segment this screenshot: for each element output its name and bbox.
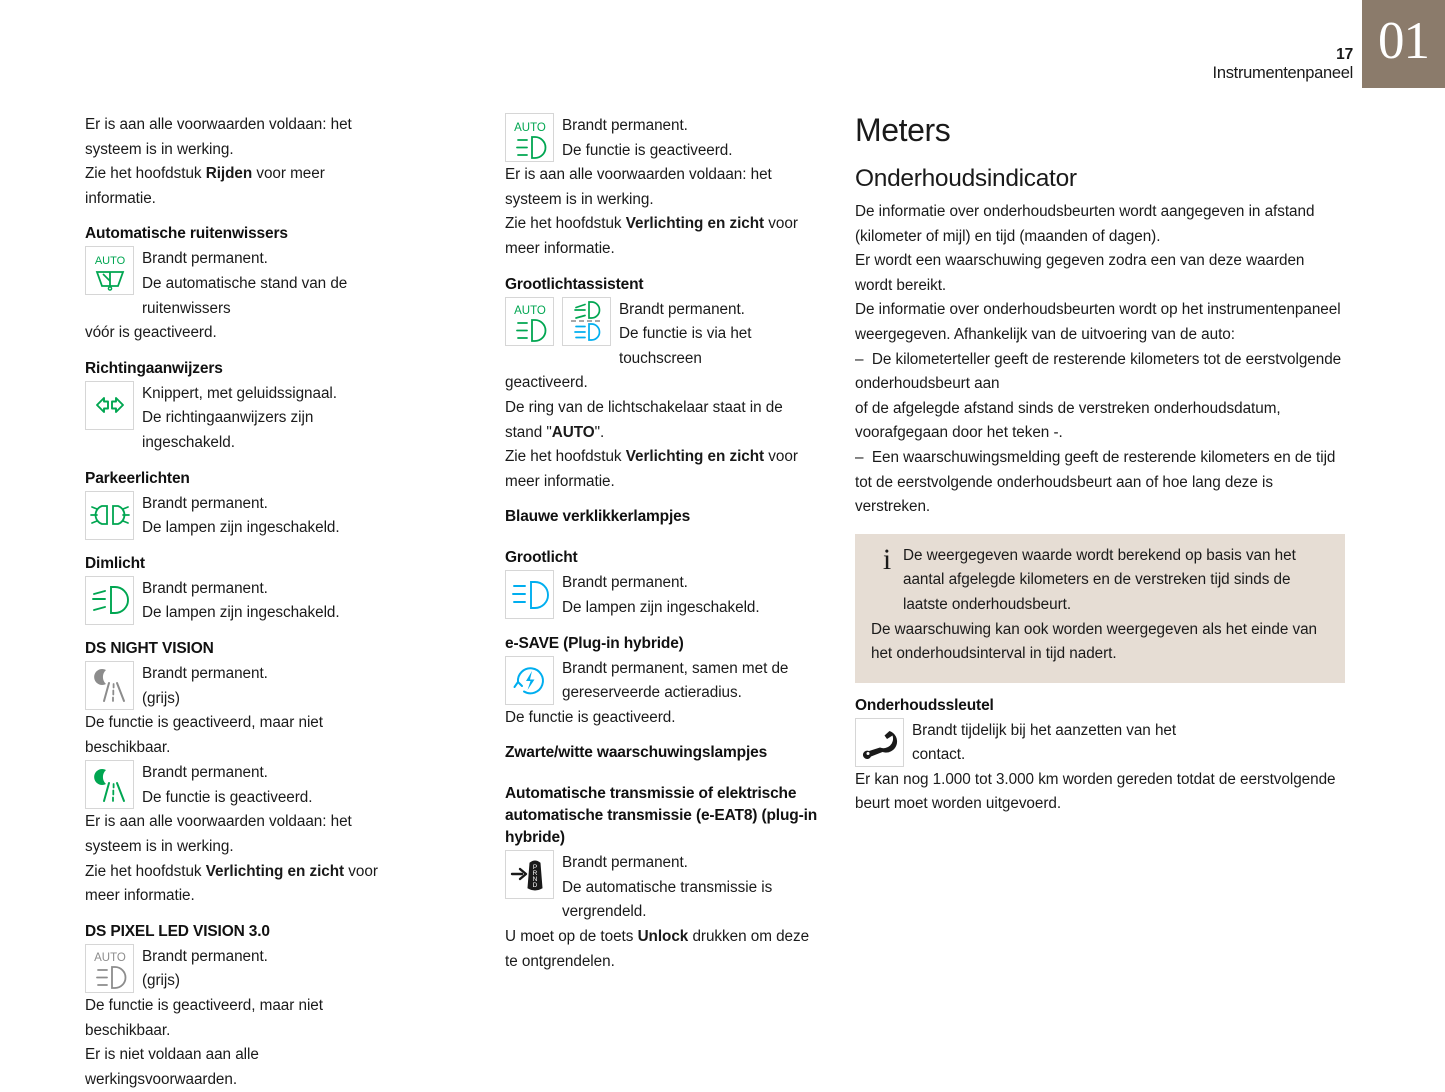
svg-text:D: D	[532, 881, 537, 889]
entry-parking-lights-text	[142, 491, 340, 541]
entry-auto-high-beam-green-text	[562, 113, 732, 163]
entry-night-vision-gray-text	[142, 661, 268, 711]
entry-e-save	[505, 656, 818, 706]
entry-grootlichtassistent-after2	[505, 396, 818, 445]
right-paragraph-3: De informatie over onderhoudsbeurten wordt op het instrumentenpaneel weergegeven. Afhankelijk van de uitvoering van de auto:	[855, 301, 1341, 343]
page-header	[1213, 0, 1445, 88]
right-column	[840, 113, 1445, 1092]
ref-prefix: Zie het hoofdstuk	[505, 448, 626, 466]
gear-selector-locked-icon	[505, 850, 554, 899]
entry-auto-high-beam-green	[505, 113, 818, 163]
entry-gear-selector	[505, 850, 818, 925]
entry-night-vision-ref	[85, 860, 398, 909]
entry-line-4: De functie is geactiveerd.	[142, 788, 313, 806]
ref-chapter: Verlichting en zicht	[625, 448, 765, 466]
entry-night-vision-gray	[85, 661, 398, 711]
entry-grootlichtassistent-text	[619, 297, 818, 372]
mid-top-ref	[505, 212, 818, 261]
chapter-number: 01	[1378, 11, 1429, 70]
chapter-tab	[1362, 0, 1445, 88]
svg-text:AUTO: AUTO	[93, 952, 126, 965]
night-vision-green-icon	[85, 760, 134, 809]
heading-zwarte-witte-waarschuwingslampjes: Zwarte/witte waarschuwingslampjes	[505, 744, 768, 762]
info-box-text-1: De weergegeven waarde wordt berekend op basis van het aantal afgelegde kilometers en de verstreken tijd sinds de laatste onderhoudsbeurt.	[903, 546, 1296, 613]
entry-line-1: Brandt permanent.	[142, 664, 268, 682]
heading-ds-night-vision: DS NIGHT VISION	[85, 639, 214, 657]
entry-auto-wiper	[85, 246, 398, 321]
ref-chapter: Verlichting en zicht	[625, 215, 765, 233]
entry-parking-lights	[85, 491, 398, 541]
right-paragraph-1: De informatie over onderhoudsbeurten wordt aangegeven in afstand (kilometer of mijl) en tijd (maanden of dagen).	[855, 203, 1315, 245]
ref-chapter: Rijden	[205, 165, 253, 183]
entry-night-vision-green-text	[142, 760, 312, 810]
heading-grootlichtassistent: Grootlichtassistent	[505, 275, 644, 293]
entry-line-1: Brandt permanent.	[619, 300, 745, 318]
heading-parkeerlichten: Parkeerlichten	[85, 469, 190, 487]
ref-suffix: voor meer informatie.	[505, 448, 798, 490]
bullet-text: Een waarschuwingsmelding geeft de resterende kilometers en de tijd tot de eerstvolgende onderhoudsbeurt aan of hoe lang deze is verstreken.	[855, 448, 1336, 516]
info-box	[855, 534, 1345, 683]
auto-high-beam-green-icon	[505, 113, 554, 162]
entry-turn-signal	[85, 381, 398, 456]
info-icon: i	[882, 542, 892, 576]
heading-ds-pixel-led-vision: DS PIXEL LED VISION 3.0	[85, 922, 270, 940]
entry-line-1: Brandt permanent.	[562, 117, 688, 134]
left-intro-ref	[85, 162, 398, 211]
right-bullet-1: – De kilometerteller geeft de resterende kilometers tot de eerstvolgende onderhoudsbeurt aan	[855, 350, 1342, 393]
auto-wiper-icon	[85, 246, 134, 295]
page-title: Meters	[855, 112, 951, 148]
high-beam-blue-icon	[505, 570, 554, 619]
entry-line-1: Knippert, met geluidssignaal.	[142, 384, 337, 402]
right-paragraph-2: Er wordt een waarschuwing gegeven zodra een van deze waarden wordt bereikt.	[855, 252, 1305, 294]
entry-line-2: De functie is via het touchscreen	[619, 325, 752, 367]
page-columns	[0, 113, 1445, 1092]
auto-high-beam-gray-icon	[85, 944, 134, 993]
entry-line-2: gereserveerde actieradius.	[562, 684, 742, 702]
section-heading-onderhoudsindicator: Onderhoudsindicator	[855, 165, 1077, 192]
entry-grootlichtassistent-ref	[505, 445, 818, 494]
info-box-top	[871, 544, 1329, 618]
entry-line-2: (grijs)	[142, 689, 180, 707]
after2-bold: AUTO	[551, 423, 595, 441]
heading-richtingaanwijzers: Richtingaanwijzers	[85, 359, 223, 377]
heading-e-save: e-SAVE (Plug-in hybride)	[505, 634, 684, 652]
entry-e-save-text	[562, 656, 788, 706]
svg-text:R: R	[532, 869, 537, 877]
ref-prefix: Zie het hoofdstuk	[85, 862, 206, 880]
entry-e-save-after: De functie is geactiveerd.	[505, 708, 676, 726]
entry-grootlichtassistent	[505, 297, 818, 372]
entry-maintenance-after: Er kan nog 1.000 tot 3.000 km worden gereden totdat de eerstvolgende beurt moet worden uitgevoerd.	[855, 770, 1336, 813]
svg-text:AUTO: AUTO	[513, 121, 546, 134]
entry-night-vision-green	[85, 760, 398, 810]
ref-prefix: Zie het hoofdstuk	[85, 165, 206, 183]
entry-line-2: De lampen zijn ingeschakeld.	[142, 604, 340, 622]
after2-prefix: De ring van de lichtschakelaar staat in de stand "	[505, 398, 783, 441]
entry-line-2: De automatische transmissie is vergrendeld.	[562, 878, 773, 921]
spacer	[505, 765, 818, 774]
entry-line-1: Brandt permanent, samen met de	[562, 659, 789, 677]
left-intro-line: Er is aan alle voorwaarden voldaan: het systeem is in werking.	[85, 116, 352, 158]
entry-auto-wiper-after: vóór is geactiveerd.	[85, 324, 217, 342]
high-low-beam-switch-icon	[562, 297, 611, 346]
parking-lights-icon	[85, 491, 134, 540]
entry-line-2: De automatische stand van de ruitenwissers	[142, 274, 348, 317]
left-column	[0, 113, 420, 1092]
entry-line-2: De richtingaanwijzers zijn ingeschakeld.	[142, 409, 314, 451]
entry-pixel-led-after2: Er is niet voldaan aan alle werkingsvoorwaarden.	[85, 1046, 259, 1088]
ref-suffix: voor meer informatie.	[505, 215, 798, 257]
e-save-icon	[505, 656, 554, 705]
middle-column	[420, 113, 840, 1092]
entry-pixel-led-gray	[85, 944, 398, 994]
ref-prefix: Zie het hoofdstuk	[505, 215, 626, 233]
entry-low-beam-text	[142, 576, 340, 626]
entry-night-vision-after2: Er is aan alle voorwaarden voldaan: het systeem is in werking.	[85, 813, 352, 856]
after-bold: Unlock	[637, 928, 689, 946]
bullet-text: De kilometerteller geeft de resterende kilometers tot de eerstvolgende onderhoudsbeurt aan	[855, 350, 1342, 393]
entry-pixel-led-gray-text	[142, 944, 268, 994]
after-suffix: drukken om deze te ontgrendelen.	[505, 928, 810, 970]
svg-text:AUTO: AUTO	[94, 254, 125, 267]
entry-line-2: contact.	[912, 746, 966, 764]
entry-maintenance-wrench-text	[912, 718, 1176, 768]
ref-suffix: voor meer informatie.	[85, 862, 378, 905]
ref-chapter: Verlichting en zicht	[205, 862, 345, 880]
entry-line-1: Brandt permanent.	[142, 250, 268, 268]
entry-high-beam-blue	[505, 570, 818, 620]
entry-line-2: De functie is geactiveerd.	[562, 141, 733, 159]
entry-auto-wiper-text	[142, 246, 398, 321]
mid-top-after: Er is aan alle voorwaarden voldaan: het systeem is in werking.	[505, 166, 772, 208]
night-vision-gray-icon	[85, 661, 134, 710]
entry-line-1: Brandt permanent.	[142, 579, 268, 597]
entry-line-1: Brandt tijdelijk bij het aanzetten van het	[912, 721, 1177, 739]
entry-gear-selector-after	[505, 925, 818, 974]
heading-dimlicht: Dimlicht	[85, 554, 145, 572]
entry-turn-signal-text	[142, 381, 398, 456]
entry-pixel-led-after: De functie is geactiveerd, maar niet beschikbaar.	[85, 997, 323, 1039]
heading-automatische-ruitenwissers: Automatische ruitenwissers	[85, 225, 288, 243]
right-bullet-2: – Een waarschuwingsmelding geeft de resterende kilometers en de tijd tot de eerstvolgende onderhoudsbeurt aan of hoe lang deze is verstreken.	[855, 448, 1336, 516]
entry-line-1: Brandt permanent.	[562, 574, 688, 592]
entry-line-3: Brandt permanent.	[142, 764, 268, 782]
entry-line-1: Brandt permanent.	[562, 854, 688, 872]
entry-line-2: (grijs)	[142, 972, 180, 990]
heading-onderhoudssleutel: Onderhoudssleutel	[855, 696, 994, 714]
svg-text:AUTO: AUTO	[513, 305, 546, 318]
entry-high-beam-blue-text	[562, 570, 760, 620]
entry-grootlichtassistent-after: geactiveerd.	[505, 374, 588, 392]
after-prefix: U moet op de toets	[505, 928, 638, 946]
right-bullet-1-cont: of de afgelegde afstand sinds de verstreken onderhoudsdatum, voorafgegaan door het teken -.	[855, 399, 1281, 442]
ref-suffix: voor meer informatie.	[85, 165, 325, 207]
auto-high-beam-green-icon	[505, 297, 554, 346]
entry-line-1: Brandt permanent.	[142, 947, 268, 965]
entry-line-1: Brandt permanent.	[142, 494, 268, 512]
svg-text:P: P	[532, 863, 537, 871]
heading-automatische-transmissie: Automatische transmissie of elektrische automatische transmissie (e-EAT8) (plug-in hybride)	[505, 785, 818, 847]
svg-text:N: N	[532, 875, 537, 883]
wrench-icon	[855, 718, 904, 767]
header-text-block	[1213, 47, 1362, 88]
entry-night-vision-after: De functie is geactiveerd, maar niet beschikbaar.	[85, 714, 323, 756]
entry-gear-selector-text	[562, 850, 818, 925]
entry-line-2: De lampen zijn ingeschakeld.	[562, 598, 760, 616]
turn-signal-arrows-icon	[85, 381, 134, 430]
entry-line-2: De lampen zijn ingeschakeld.	[142, 519, 340, 537]
info-box-text-2: De waarschuwing kan ook worden weergegeven als het einde van het onderhoudsinterval in tijd nadert.	[871, 620, 1317, 663]
section-title: Instrumentenpaneel	[1212, 63, 1353, 82]
spacer	[505, 529, 818, 538]
page-number: 17	[1336, 46, 1353, 64]
info-box-body	[903, 544, 1329, 618]
entry-low-beam	[85, 576, 398, 626]
low-beam-icon	[85, 576, 134, 625]
heading-blauwe-verklikkerlampjes: Blauwe verklikkerlampjes	[505, 508, 691, 526]
after2-suffix: ".	[594, 423, 605, 441]
entry-maintenance-wrench	[855, 718, 1345, 768]
heading-grootlicht: Grootlicht	[505, 549, 578, 567]
